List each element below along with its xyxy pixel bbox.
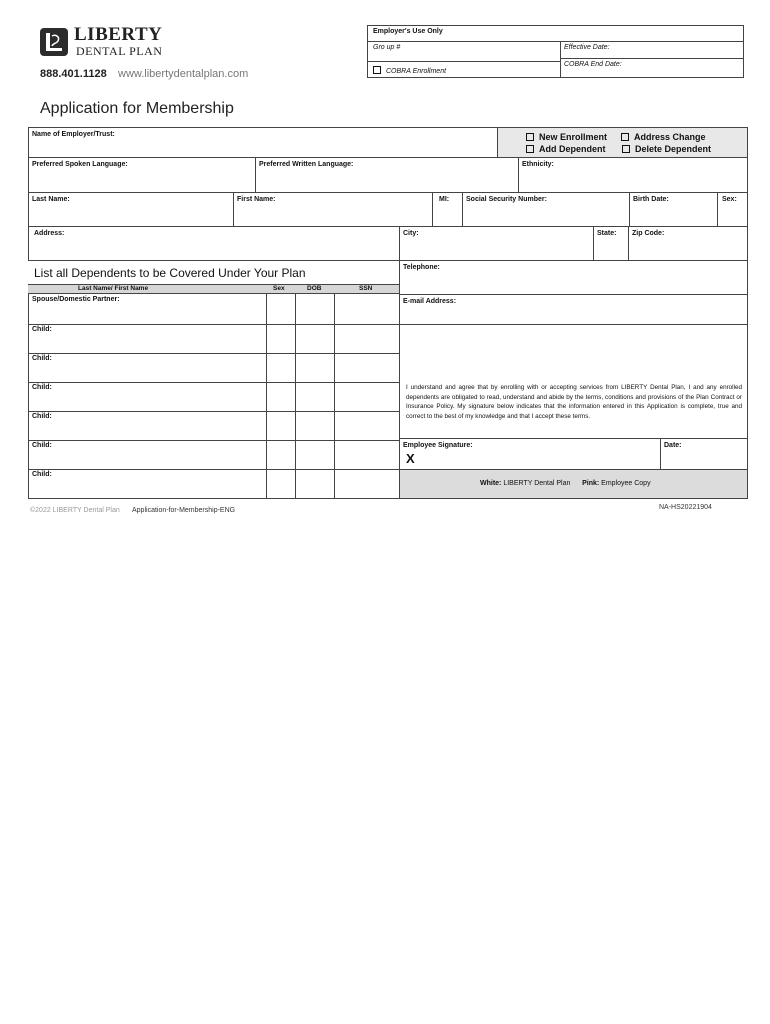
employer-use-heading: Employer's Use Only bbox=[373, 28, 443, 35]
new-enrollment-checkbox[interactable] bbox=[526, 132, 607, 142]
birth-date-label: Birth Date: bbox=[633, 196, 669, 203]
ssn-label: Social Security Number: bbox=[466, 196, 547, 203]
last-name-field[interactable] bbox=[28, 192, 234, 227]
ethnicity-field[interactable] bbox=[518, 157, 748, 193]
col-sex: Sex bbox=[273, 285, 285, 292]
last-name-label: Last Name: bbox=[32, 196, 70, 203]
agreement-box bbox=[399, 324, 748, 439]
copyright: ©2022 LIBERTY Dental Plan bbox=[30, 507, 120, 514]
checkbox-icon bbox=[373, 66, 381, 74]
signature-label: Employee Signature: bbox=[403, 442, 473, 449]
dependents-table bbox=[28, 293, 400, 499]
brand-subtitle: DENTAL PLAN bbox=[76, 44, 163, 58]
delete-dependent-label: Delete Dependent bbox=[635, 144, 712, 154]
email-field[interactable] bbox=[399, 294, 748, 325]
city-field[interactable] bbox=[399, 226, 594, 261]
middle-initial-label: MI: bbox=[439, 196, 450, 203]
signature-x-mark: X bbox=[406, 451, 415, 466]
employer-name-field[interactable] bbox=[28, 127, 498, 158]
spoken-language-label: Preferred Spoken Language: bbox=[32, 161, 128, 168]
city-label: City: bbox=[403, 230, 419, 237]
checkbox-icon bbox=[526, 145, 534, 153]
dependent-row-child[interactable]: Child: bbox=[32, 471, 52, 478]
checkbox-icon bbox=[622, 145, 630, 153]
pink-copy-label: Pink: bbox=[582, 480, 600, 487]
col-dob: DOB bbox=[307, 285, 322, 292]
sex-field[interactable] bbox=[717, 192, 748, 227]
cobra-end-date-field[interactable]: COBRA End Date: bbox=[564, 61, 622, 68]
add-dependent-label: Add Dependent bbox=[539, 144, 606, 154]
first-name-field[interactable] bbox=[233, 192, 433, 227]
birth-date-field[interactable] bbox=[629, 192, 718, 227]
checkbox-icon bbox=[621, 133, 629, 141]
cobra-enrollment-label: COBRA Enrollment bbox=[386, 68, 447, 75]
form-id: Application-for-Membership-ENG bbox=[132, 507, 236, 514]
telephone-field[interactable] bbox=[399, 260, 748, 295]
brand-name: LIBERTY bbox=[74, 24, 163, 45]
signature-date-label: Date: bbox=[664, 442, 682, 449]
middle-initial-field[interactable] bbox=[432, 192, 463, 227]
signature-field[interactable] bbox=[399, 438, 661, 470]
enrollment-options bbox=[497, 127, 748, 158]
new-enrollment-label: New Enrollment bbox=[539, 132, 608, 142]
col-name: Last Name/ First Name bbox=[78, 285, 149, 292]
signature-date-field[interactable] bbox=[660, 438, 748, 470]
zip-code-label: Zip Code: bbox=[632, 230, 665, 237]
spoken-language-field[interactable] bbox=[28, 157, 256, 193]
white-copy-value: LIBERTY Dental Plan bbox=[503, 480, 571, 487]
group-number-field[interactable]: Gro up # bbox=[373, 44, 401, 51]
website-link[interactable]: www.libertydentalplan.com bbox=[118, 68, 249, 80]
checkbox-icon bbox=[526, 133, 534, 141]
written-language-label: Preferred Written Language: bbox=[259, 161, 354, 168]
employer-use-box bbox=[367, 25, 744, 78]
ssn-field[interactable] bbox=[462, 192, 630, 227]
dependent-row-child[interactable]: Child: bbox=[32, 326, 52, 333]
address-field[interactable] bbox=[28, 226, 400, 261]
copy-distribution bbox=[399, 469, 748, 499]
pink-copy-value: Employee Copy bbox=[601, 480, 651, 487]
delete-dependent-checkbox[interactable] bbox=[622, 144, 711, 154]
written-language-field[interactable] bbox=[255, 157, 519, 193]
effective-date-field[interactable]: Effective Date: bbox=[564, 44, 610, 51]
cobra-enrollment-checkbox[interactable] bbox=[373, 66, 446, 75]
dependent-row-child[interactable]: Child: bbox=[32, 355, 52, 362]
telephone-label: Telephone: bbox=[403, 264, 440, 271]
zip-code-field[interactable] bbox=[628, 226, 748, 261]
dependents-column-header bbox=[28, 284, 399, 293]
first-name-label: First Name: bbox=[237, 196, 276, 203]
dependent-row-child[interactable]: Child: bbox=[32, 384, 52, 391]
address-change-checkbox[interactable] bbox=[621, 132, 706, 142]
phone-number: 888.401.1128 bbox=[40, 68, 107, 80]
logo bbox=[40, 26, 200, 62]
address-change-label: Address Change bbox=[634, 132, 706, 142]
col-ssn: SSN bbox=[359, 285, 373, 292]
state-label: State: bbox=[597, 230, 617, 237]
white-copy-label: White: bbox=[480, 480, 502, 487]
dependent-row-spouse[interactable]: Spouse/Domestic Partner: bbox=[32, 296, 120, 303]
add-dependent-checkbox[interactable] bbox=[526, 144, 606, 154]
employer-name-label: Name of Employer/Trust: bbox=[32, 131, 115, 138]
logo-icon bbox=[40, 28, 68, 56]
dependents-heading: List all Dependents to be Covered Under Your Plan bbox=[34, 266, 306, 280]
state-field[interactable] bbox=[593, 226, 629, 261]
dependent-row-child[interactable]: Child: bbox=[32, 413, 52, 420]
page-title: Application for Membership bbox=[40, 100, 234, 117]
agreement-text: I understand and agree that by enrolling with or accepting services from LIBERTY Dental Plan, I and any enrolled dependents are obligated to read, understand and abide by the terms, conditions and provisions of the Plan Contract or Insurance Policy. My signature below indicates that the information entered in this Application is complete, true and correct to the best of my knowledge and that I accept these terms. bbox=[406, 384, 742, 420]
ethnicity-label: Ethnicity: bbox=[522, 161, 554, 168]
email-label: E-mail Address: bbox=[403, 298, 457, 305]
sex-label: Sex: bbox=[722, 196, 737, 203]
dependent-row-child[interactable]: Child: bbox=[32, 442, 52, 449]
address-label: Address: bbox=[34, 230, 65, 237]
application-form bbox=[28, 127, 748, 499]
form-code: NA-HS20221904 bbox=[659, 504, 712, 511]
